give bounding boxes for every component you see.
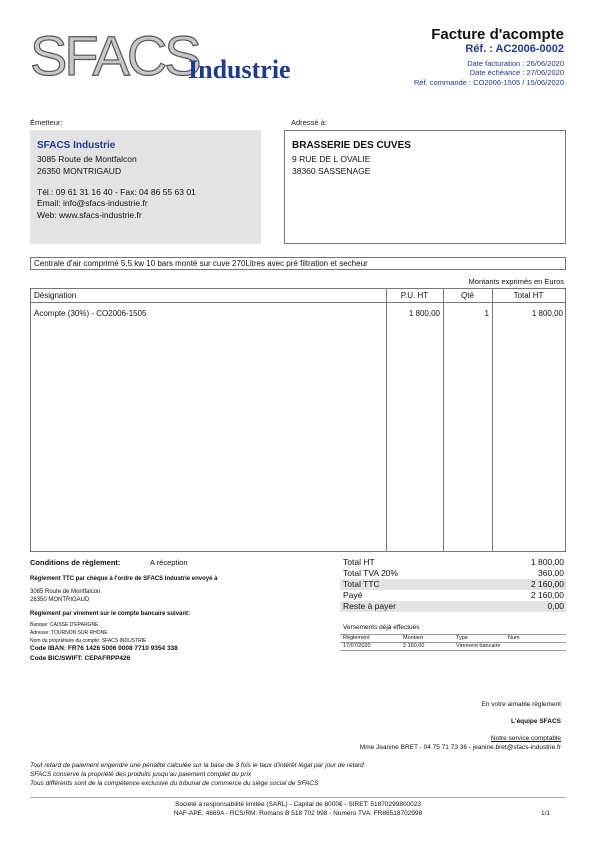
footer-line2: NAF-APE: 4669A - RCS/RM: Romans B 518 702 998 - Numéro TVA: FR86518702998 xyxy=(173,810,423,817)
emetteur-name: SFACS Industrie xyxy=(37,140,116,151)
paid-value: 2 160,00 xyxy=(530,590,564,600)
table-row-designation: Acompte (30%) - CO2006-1505 xyxy=(34,309,147,318)
paid-row xyxy=(340,590,566,601)
emetteur-box xyxy=(30,130,261,244)
date-echeance: Date échéance : 27/06/2020 xyxy=(469,68,564,77)
total-ttc-row xyxy=(340,579,566,590)
emetteur-web: Web: www.sfacs-industrie.fr xyxy=(37,210,142,220)
table-row-pu: 1 800,00 xyxy=(408,309,440,318)
header-total: Total HT xyxy=(513,291,544,300)
bank-owner: Nom du propriétaire du compte: SFACS INDUSTRIE xyxy=(30,638,147,644)
versements-header-reglement: Règlement xyxy=(343,635,370,641)
remaining-value: 0,00 xyxy=(547,601,564,611)
accounting-service: Notre service comptable xyxy=(490,735,561,742)
invoice-ref: Réf. : AC2006-0002 xyxy=(465,43,564,55)
legal-line2: SFACS conserve la propriété des produits jusqu'au paiement complet du prix xyxy=(30,771,252,778)
versement-type: Virement bancaire xyxy=(456,643,501,649)
versement-date: 17/07/2020 xyxy=(343,643,371,649)
currency-note: Montants exprimés en Euros xyxy=(468,277,564,286)
lines-table xyxy=(30,288,566,552)
remaining-label: Reste à payer xyxy=(343,601,396,611)
remaining-row xyxy=(340,601,566,612)
emetteur-phone: Tél.: 09 61 31 16 40 - Fax: 04 86 55 63 01 xyxy=(37,187,196,197)
date-facturation: Date facturation : 26/06/2020 xyxy=(467,59,564,68)
total-ht-row xyxy=(340,557,566,568)
emetteur-email: Email: info@sfacs-industrie.fr xyxy=(37,198,148,208)
cheque-line1: 3085 Route de Montfalcon xyxy=(30,589,101,595)
virement-title: Règlement par virement sur le compte bancaire suivant: xyxy=(30,611,191,617)
destinataire-line1: 9 RUE DE L OVALIE xyxy=(292,154,371,164)
destinataire-box xyxy=(284,130,566,244)
ref-commande: Réf. commande : CO2006-1505 / 15/06/2020 xyxy=(413,78,564,87)
cheque-title: Règlement TTC par chèque à l'ordre de SFACS Industrie envoyé à xyxy=(30,576,218,582)
header-qty: Qté xyxy=(461,291,474,300)
header-designation: Désignation xyxy=(34,291,77,300)
versement-montant: 2 160,00 xyxy=(403,643,425,649)
invoice-title: Facture d'acompte xyxy=(431,26,564,43)
page-number: 1/1 xyxy=(540,810,550,817)
logo-word: Industrie xyxy=(188,55,291,84)
logo-mark: SFACS xyxy=(30,24,199,87)
destinataire-line2: 38360 SASSENAGE xyxy=(292,166,371,176)
emetteur-label: Émetteur: xyxy=(30,118,63,127)
paid-label: Payé xyxy=(343,590,363,600)
total-ttc-value: 2 160,00 xyxy=(530,579,564,589)
emetteur-line2: 26350 MONTRIGAUD xyxy=(37,166,122,176)
invoice-subject: Centrale d'air comprimé 5.5 kw 10 bars monté sur cuve 270Litres avec pré filtration et secheur xyxy=(30,257,566,270)
emetteur-line1: 3085 Route de Montfalcon xyxy=(37,154,137,164)
legal-line1: Tout retard de paiement engendre une pénalité calculée sur la base de 3 fois le taux d'intérêt légal par jour de retard xyxy=(30,762,364,769)
accounting-contact: Mme Jeanine BRET - 04 75 71 73 36 - jeanine.bret@sfacs-industrie.fr xyxy=(359,744,561,751)
bank-name: Banque: CAISSE D'EPARGNE xyxy=(30,622,99,628)
versements-header-num: Num xyxy=(508,635,520,641)
destinataire-label: Adressé à: xyxy=(291,118,327,127)
versements-header-type: Type xyxy=(456,635,468,641)
bank-bic: Code BIC/SWIFT: CEPAFRPP426 xyxy=(30,655,131,662)
cheque-line2: 26350 MONTRIGAUD xyxy=(30,597,90,603)
destinataire-name: BRASSERIE DES CUVES xyxy=(292,140,411,151)
table-row-qty: 1 xyxy=(484,309,489,318)
total-ht-label: Total HT xyxy=(343,557,375,567)
greeting: En votre aimable règlement xyxy=(481,701,561,708)
total-tva-row xyxy=(340,568,566,579)
total-tva-label: Total TVA 20% xyxy=(343,568,398,578)
header-pu: P.U. HT xyxy=(400,291,429,300)
versements-header-montant: Montant xyxy=(403,635,423,641)
legal-line3: Tous différents sont de la compétence exclusive du tribunal de commerce du siège social de SFACS xyxy=(30,780,319,787)
conditions-value: A réception xyxy=(150,558,188,567)
team-signature: L'équipe SFACS xyxy=(511,718,561,725)
total-tva-value: 360,00 xyxy=(538,568,564,578)
total-ttc-label: Total TTC xyxy=(343,579,380,589)
bank-iban: Code IBAN: FR76 1426 5006 0008 7710 9354 338 xyxy=(30,645,178,652)
bank-address: Adresse: TOURNON SUR RHONE xyxy=(30,630,108,636)
footer-line1: Société à responsabilité limitée (SARL) - Capital de 8000€ - SIRET: 51870299800023 xyxy=(174,801,422,808)
total-ht-value: 1 800,00 xyxy=(530,557,564,567)
conditions-label: Conditions de règlement: xyxy=(30,558,121,567)
table-row-total: 1 800,00 xyxy=(531,309,563,318)
versements-title: Versements déjà effectués xyxy=(343,624,420,631)
